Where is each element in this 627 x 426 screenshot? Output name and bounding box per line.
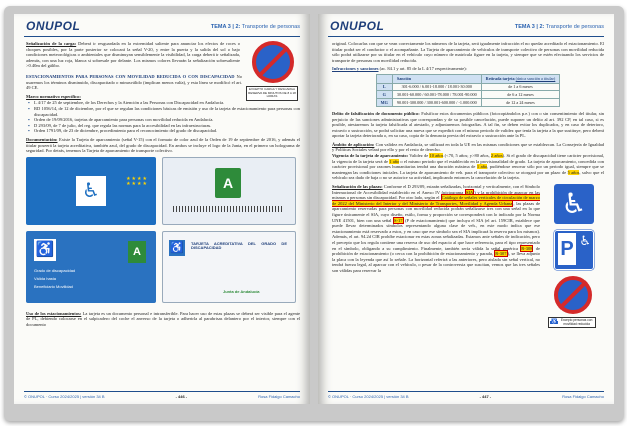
forgery-paragraph: Delito de falsificación de documento público: Falsificar estos documentos públicos (fotocopiándolos p.e.) con o sin consentimiento del titular, sin perjuicio de las sanciones administrativas que correspondan y de su posible cancelación, puede suponer un delito al art. 392 CP, en tal caso, si es posible, atestaremos la tarjeta falsificada al atestado, y adjuntaremos fotografías. A tal fin, se deben evitar los duplicados, y en caso de deterioro, extravío o sustracción, se podrá solicitar una nueva que se expedirá con el mismo periodo de validez que tenía la tarjeta a la que sustituye, pero deberá aportar la tarjeta deteriorada o, en su caso, copia de la denuncia previa del extravío o sustracción ante la PL. (332, 110, 605, 139)
page-header (328, 21, 604, 37)
open-book (4, 6, 624, 421)
no-parking-sign (252, 41, 294, 83)
list-item: ▪ RD 1056/14, de 12 de diciembre, por el que se regulan las condiciones básicas de emisión y uso de la tarjeta de estacionamiento para personas con discapacidad. (28, 106, 300, 117)
s17-parking-sign (554, 230, 594, 270)
page-footer (24, 391, 300, 400)
eu-stars-icon: ★★★★ ★★★★ (126, 175, 148, 188)
list-item: ▪ L 4/17 de 25 de septiembre, de los Derechos y la Atención a las Personas con Discapacidad en Andalucía. (28, 100, 300, 106)
sia-sign (554, 184, 594, 224)
wheelchair-icon: ♿ (551, 318, 558, 325)
list-item: ▪ D 293/09, de 7 de julio, del reg. que regula las normas para la accesibilidad en las infraestructuras. (28, 123, 300, 129)
theme-title: TEMA 3 | 2: Transporte de personas (514, 24, 604, 30)
col-sancion: Sanción (392, 74, 481, 83)
left-content (26, 41, 300, 330)
wheelchair-icon: ♿ (561, 187, 587, 221)
scope-paragraph: Ámbito de aplicación: Con validez en Andalucía, se utilizará en toda la UE en las mismas condiciones que se establezcan. La Consejería de Igualdad y Políticas Sociales velará por ello y por el resto de derecho. (332, 141, 605, 153)
table-header-row (376, 74, 560, 83)
table-row: L 301-6.000 / 6.001-18.000 / 18.001-30.000 de 1 a 6 meses (376, 83, 560, 91)
validity-paragraph: Vigencia de la tarjeta de aparcamiento: Validez de 10 años (<70, 5 años; y>80 años, 2 años). Si el grado de discapacidad tiene carácter provisional, la vigencia de la tarjeta será de 1 año o el mismo periodo que el establecido en la provisionalidad de grado. La tarjeta de aparcamiento, concedida con carácter provisional por razones humanitarias tendrá una duración máxima de 1 año, pudiéndose renovar sólo por un periodo igual, siempre que se mantengan las condiciones iniciales. La tarjeta de aparcamiento de veh. para el transporte colectivo se otorgará por un plazo de 5 años, salvo que el vehículo sea dado de baja o no se autorice su actividad, implicando entonces la cancelación de la tarjeta. (332, 153, 605, 181)
parking-card-images (26, 157, 300, 307)
right-content (332, 41, 605, 326)
continuation-paragraph: original. Colocarlas con que se vean correctamente los números de la tarjeta, será igualmente infracción el no quedar acreditado el estacionamiento. El titular podrá ser el conductor o el acompañante. La Tarjeta de aparcamiento de vehículos de transporte colectivo de personas con movilidad reducida sólo podrá utilizarse por su titular en el vehículo cuyo número de matrícula figure en la tarjeta, y siempre que se estén efectuando los servicios de transporte de personas con movilidad reducida. (332, 41, 604, 63)
page-number: - 446 - (175, 393, 188, 399)
parking-card-front (26, 157, 156, 225)
brand-logo: ONUPOL (330, 19, 385, 33)
page-number: - 447 - (479, 393, 492, 399)
card-title: TARJETA ACREDITATIVA DEL GRADO DE DISCAPACIDAD (191, 240, 287, 251)
sign-plate: ♿ Excepto personas con movilidad reducida (548, 317, 596, 328)
junta-logo-icon: A (215, 168, 241, 198)
wheelchair-icon: ♿ (170, 241, 184, 254)
legal-framework-list (28, 100, 300, 134)
accreditation-card-front (26, 231, 156, 303)
list-item: ▪ Orden de 19/09/2016, tarjetas de aparcamiento para personas con movilidad reducida en Andalucía. (28, 117, 300, 123)
footer-author: Rosa Fidalgo Camacho (562, 393, 604, 399)
left-page (14, 14, 310, 404)
col-retirada: Retirada tarjeta (única sanción a titular) (481, 74, 560, 83)
brand-logo: ONUPOL (26, 19, 81, 33)
barcode (173, 206, 283, 212)
card-grade-label: Grado de discapacidad (34, 267, 76, 273)
legal-framework-heading: Marco normativo específico: (26, 93, 81, 99)
usage-paragraph: Uso de los estacionamientos: La tarjeta es un documento personal e intransferible. Para hacer uso de estas plazas se deberá ser visible para el agente de PL, debiendo colocarse en el salpicadero del coche el anverso de la tarjeta o adherirla al parabrisas delantero por el interior, siempre con el documento (26, 310, 300, 327)
page-header (24, 21, 300, 37)
footer-author: Rosa Fidalgo Camacho (258, 393, 300, 399)
table-row: G 30.001-60.000 / 60.001-78.000 / 78.001-90.000 de 6 a 12 meses (376, 91, 560, 99)
sanctions-table (376, 74, 561, 107)
card-junta-label: Junta de Andalucía (223, 288, 260, 294)
no-parking-sign (554, 276, 592, 314)
footer-copyright: © ONUPOL · Curso 2024/2025 | versión 34 B (328, 393, 409, 399)
wheelchair-icon: ♿ (34, 239, 56, 261)
load-signalling-paragraph: Señalización de la carga: Deberá ir resguardada en la extremidad saliente para anunciar los efectos de roces o choques posibles, por la parte posterior se colocará la señal V-20, y entre la puerta y la salida del sol o bajo condiciones meteorológicas o ambientales que disminuyan sensiblemente la visibilidad, la carga deberá ir señalizada, además, con una luz roja, blanca si sobresale por delante. Los mismos colores llevarán la señalización sobresaliente >0.40m del gálibo. (26, 41, 240, 69)
list-item: ▪ Orden 1791/09, de 23 de diciembre, procedimiento para el reconocimiento del grado de discapacidad. (28, 128, 300, 134)
parking-card-back (162, 157, 296, 225)
right-page (318, 14, 614, 404)
accreditation-card-back (162, 231, 296, 303)
parking-p-icon: P (558, 233, 576, 265)
card-valid-label: Válida hasta (34, 275, 57, 281)
space-signalling-paragraph: Señalización de las plazas: Conforme el D 293/09, estarán señalizadas, horizontal y verticalmente, con el Símbolo Internacional de Accesibilidad establecido en el Anexo IV (pictograma SIA) y la prohibición de aparcar en las mismas a personas sin discapacidad. Por otro lado, según el Catálogo de señales verticales de circulación de marzo de 2022 del Ministerio del Interior y del Ministerio de Transportes, Movilidad y Agenda Urbana, las plazas de aparcamiento reservadas para personas con movilidad reducida podrán señalizarse tres con una señal en la que figure únicamente el SIA, cuyo diseño, estilo, forma y proporción se corresponderá con lo indicado por la Norma UNE 41501, bien con una señal S-17 (P de estacionamiento) que incluya el SIA (el art. 159CIR, establece que puede llevar determinados símbolos representando alguna clase de veh., en este modo indica que ese estacionamiento está reservado a estos, y en caso que ese símbolo sea el SIA implicará la reserva para los mismos). Además, el art. 94.2d CIR prohíbe estacionar en estas zonas señalizadas. Estamos ante señales de indicación, pero el precepto que los regula contiene una reserva de uso del espacio al que hace referencia, para el tipo representado en el símbolo, obligando a su cumplimiento. Finalmente, también sería válida la señal genérica R-308 de prohibición de estacionamiento (o cerca con la prohibición de estacionamiento y parada, R-307), se lleva adjunto la placa con la leyenda que así lo señale. La horizontal referirá a las anteriores, pero aislada sin señal vertical, no tendrá fuerza legal, al aparcar con el vehículo, o pesar de la controversia que suscitan, vemos que las tres señales son válidas para reservar la (332, 184, 541, 273)
sanctions-heading: Infracciones y sanciones (ac. 84.1 y art. 85 de la L 4/17 respectivamente): (332, 66, 467, 72)
footer-copyright: © ONUPOL · Curso 2024/2025 | versión 34 B (24, 393, 105, 399)
table-row: MG 90.001-300.000 / 300.001-600.000 / -1.000.000 de 12 a 24 meses (376, 99, 560, 107)
card-beneficiary-label: Beneficiario Movilidad (34, 283, 73, 289)
page-footer (328, 391, 604, 400)
sign-plate: EXCEPTO CARGA Y DESCARGA RESERVA DE MINUTOS DE 8 A 18 HORAS (246, 86, 298, 101)
junta-logo-icon: A (128, 241, 146, 263)
theme-title: TEMA 3 | 2: Transporte de personas (210, 24, 300, 30)
wheelchair-icon: ♿ (76, 176, 106, 206)
documentation-paragraph: Documentación: Existe la Tarjeta de aparcamiento (señal V-15) con el formato de color azul de la Orden de 19 de septiembre de 2016, y además el titular poseerá la tarjeta acreditativa, también azul, del grado de discapacidad. En ambos se incluye el logo de la Junta, en el primero un holograma de seguridad. Por detrás, tenemos la Tarjeta de aparcamiento de transporte colectivo. (26, 136, 301, 154)
accessible-parking-paragraph: ESTACIONAMIENTOS PARA PERSONAS CON MOVILIDAD REDUCIDA O CON DISCAPACIDAD No usaremos los términos disminuido, discapacitado o minusválido (implican menos valía), y esta línea se modificó el art. 49 CE. (26, 73, 243, 91)
wheelchair-icon: ♿ (579, 234, 591, 250)
